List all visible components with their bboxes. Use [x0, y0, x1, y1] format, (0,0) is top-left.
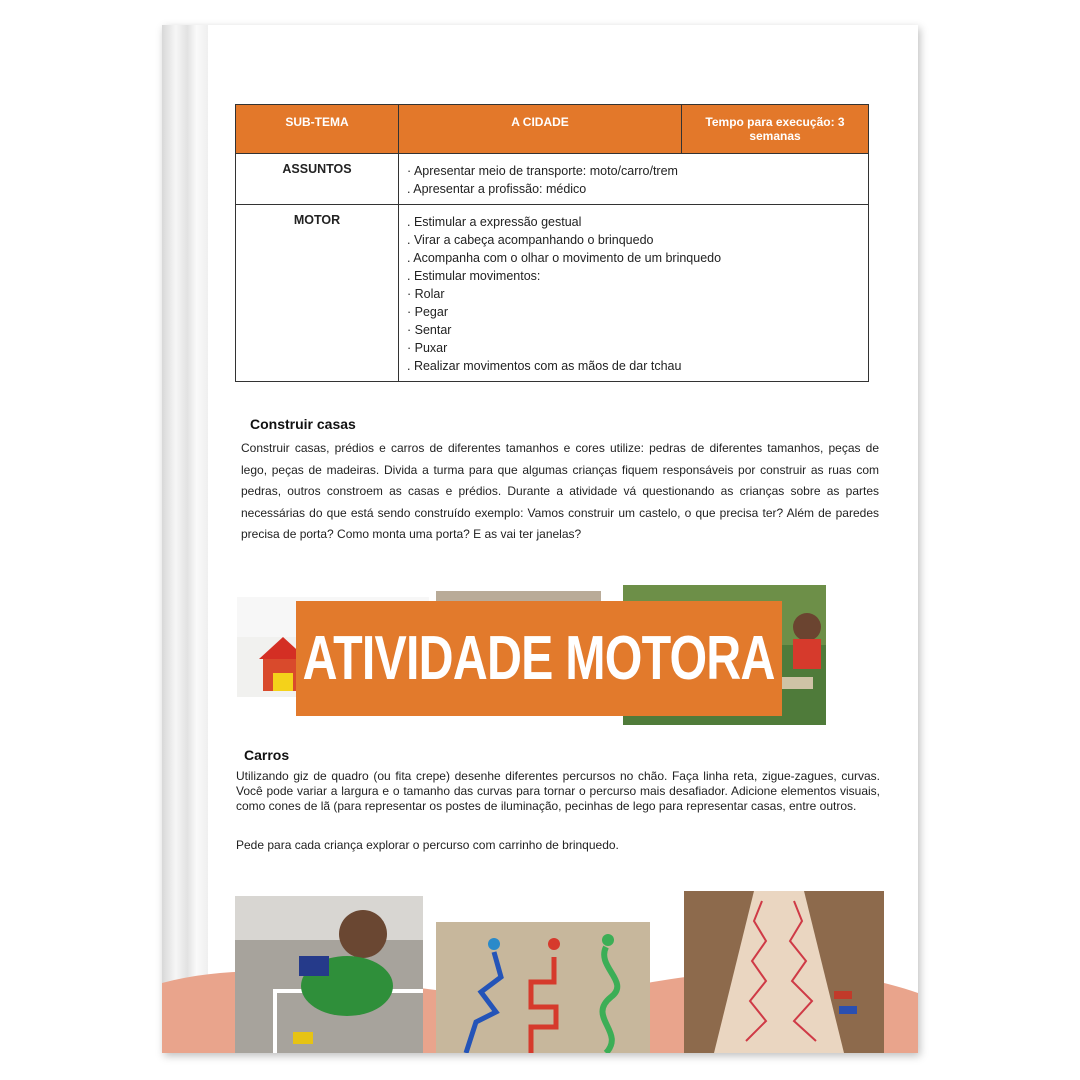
header-tempo-line1: Tempo para execução: 3 — [705, 115, 845, 129]
list-item: . Virar a cabeça acompanhando o brinquedo — [407, 233, 654, 247]
section-title-carros: Carros — [244, 747, 290, 763]
title-banner — [296, 601, 782, 716]
section-text-construir-casas: Construir casas, prédios e carros de diferentes tamanhos e cores utilize: pedras de diferentes tamanhos, peças de lego, peças de madeiras. Divida a turma para que algumas crianças fiquem responsáveis por construir as ruas com pedras, outros constroem as casas e prédios. Durante a atividade vá questionando as crianças sobre as partes necessárias do que está sendo construído exemplo: Vamos construir um castelo, o que precisa ter? Além de paredes precisa de porta? Como monta uma porta? E as vai ter janelas? — [241, 441, 879, 541]
title-banner-text: ATIVIDADE MOTORA — [302, 624, 776, 693]
list-item: . Acompanha com o olhar o movimento de um brinquedo — [407, 251, 722, 265]
list-item: . Estimular movimentos: — [407, 269, 541, 283]
list-item: · Rolar — [407, 287, 445, 301]
header-sub-tema: SUB-TEMA — [236, 105, 399, 154]
subtema-table — [235, 104, 869, 382]
section-text-carros-2: Pede para cada criança explorar o percurso com carrinho de brinquedo. — [236, 838, 619, 852]
table-row — [236, 205, 869, 382]
list-item: . Estimular a expressão gestual — [407, 215, 582, 229]
header-tempo — [682, 105, 869, 154]
header-tempo-line2: semanas — [749, 129, 801, 143]
row-content-motor — [399, 205, 869, 382]
header-cidade: A CIDADE — [399, 105, 682, 154]
book-spine — [162, 25, 208, 1053]
list-item: · Pegar — [407, 305, 448, 319]
photo-paper-tracks — [684, 891, 884, 1053]
row-label-assuntos: ASSUNTOS — [236, 154, 399, 205]
table-row — [236, 154, 869, 205]
photo-tape-tracks — [436, 922, 650, 1053]
table-header-row — [236, 105, 869, 154]
row-content-assuntos — [399, 154, 869, 205]
list-item: · Puxar — [407, 341, 448, 355]
list-item: . Realizar movimentos com as mãos de dar tchau — [407, 359, 682, 373]
row-label-motor: MOTOR — [236, 205, 399, 382]
book-cover — [162, 25, 918, 1053]
list-item: · Sentar — [407, 323, 452, 337]
section-text-carros-1: Utilizando giz de quadro (ou fita crepe) desenhe diferentes percursos no chão. Faça linha reta, zigue-zagues, curvas. Você pode variar a largura e o tamanho das curvas para tornar o percurso mais desafiador. Adicione elementos visuais, como cones de lã (para representar os postes de iluminação, pecinhas de lego para representar casas, entre outros. — [236, 769, 880, 813]
section-title-construir-casas: Construir casas — [250, 416, 356, 432]
list-item: · Apresentar meio de transporte: moto/carro/trem — [407, 164, 678, 178]
list-item: . Apresentar a profissão: médico — [407, 182, 587, 196]
photo-child-playing-cars — [235, 896, 423, 1053]
